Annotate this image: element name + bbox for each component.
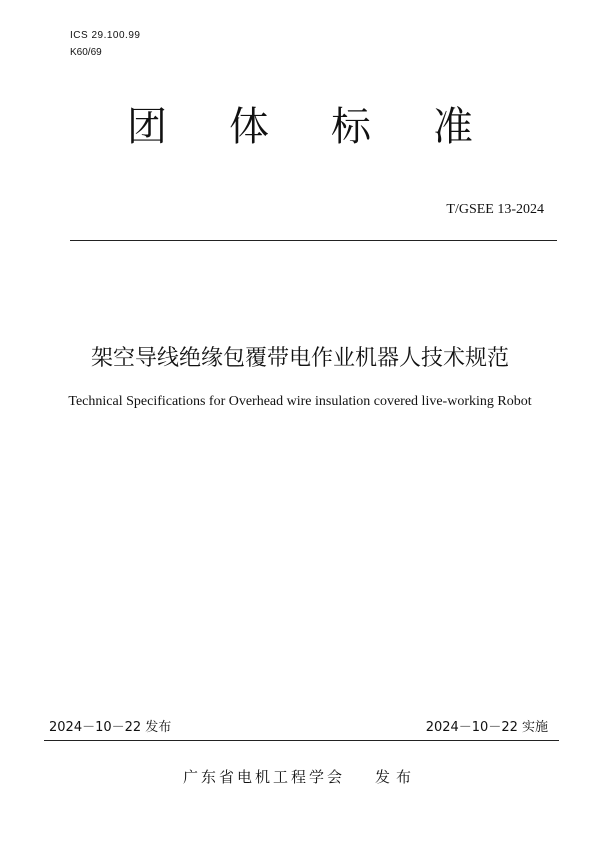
chinese-title: 架空导线绝缘包覆带电作业机器人技术规范 bbox=[90, 346, 509, 371]
implementation-date: 2024－10－22 实施 bbox=[425, 720, 548, 735]
publish-label: 发布 bbox=[375, 768, 418, 786]
standard-number: T/GSEE 13-2024 bbox=[446, 202, 544, 217]
document-type-title: 团体标准 bbox=[127, 104, 535, 150]
top-divider bbox=[70, 240, 557, 241]
publisher-row bbox=[0, 767, 600, 787]
classification-code: K60/69 bbox=[70, 47, 102, 58]
publisher-name: 广东省电机工程学会 bbox=[182, 768, 345, 786]
bottom-divider bbox=[44, 740, 559, 741]
ics-code: ICS 29.100.99 bbox=[70, 30, 141, 41]
publish-date: 2024－10－22 发布 bbox=[49, 720, 172, 735]
english-title: Technical Specifications for Overhead wire insulation covered live-working Robot bbox=[68, 394, 532, 409]
